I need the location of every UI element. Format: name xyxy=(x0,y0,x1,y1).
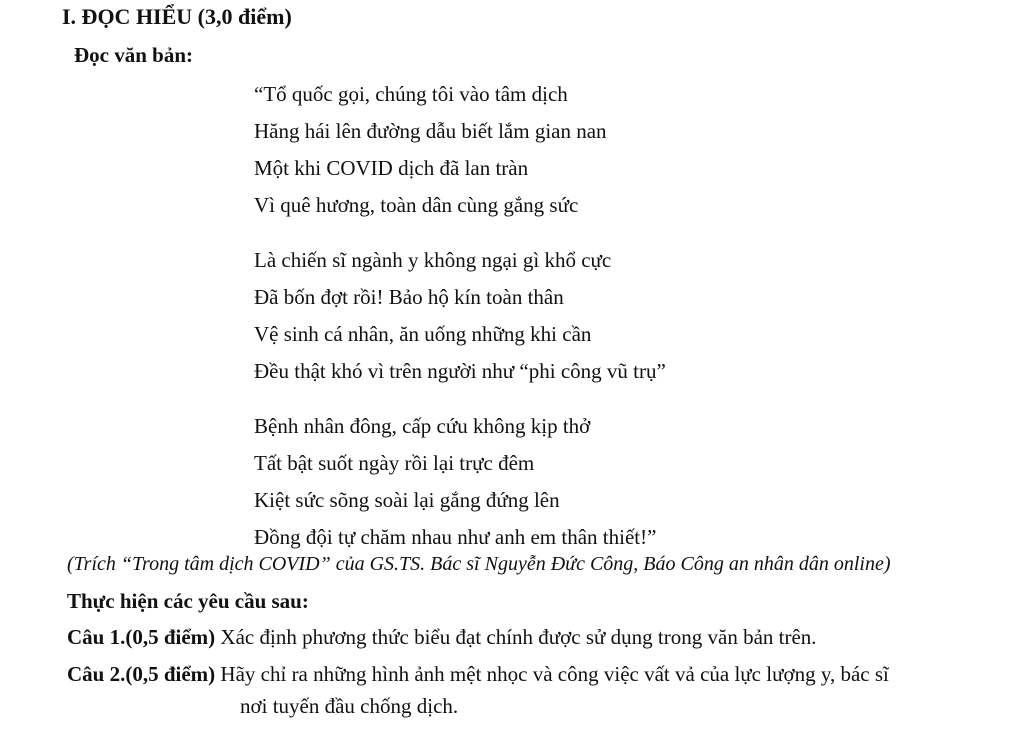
poem-line: Tất bật suốt ngày rồi lại trực đêm xyxy=(254,451,535,475)
poem-line: Hăng hái lên đường dẫu biết lắm gian nan xyxy=(254,119,607,143)
question-1 xyxy=(67,625,817,650)
question-2-label: Câu 2.(0,5 điểm) xyxy=(67,662,216,686)
poem-line: Đồng đội tự chăm nhau như anh em thân thiết!” xyxy=(254,525,657,549)
poem-line: Đều thật khó vì trên người như “phi công vũ trụ” xyxy=(254,359,666,383)
poem-line: Kiệt sức sõng soài lại gắng đứng lên xyxy=(254,488,560,512)
poem-line: “Tổ quốc gọi, chúng tôi vào tâm dịch xyxy=(254,82,568,106)
question-2 xyxy=(67,662,889,687)
poem-stanza-3 xyxy=(254,408,954,556)
poem-line: Vì quê hương, toàn dân cùng gắng sức xyxy=(254,193,579,217)
poem-line: Bệnh nhân đông, cấp cứu không kịp thở xyxy=(254,414,591,438)
poem-line: Đã bốn đợt rồi! Bảo hộ kín toàn thân xyxy=(254,285,564,309)
question-1-label: Câu 1.(0,5 điểm) xyxy=(67,625,216,649)
poem-stanza-1 xyxy=(254,76,954,224)
question-1-text: Xác định phương thức biểu đạt chính được sử dụng trong văn bản trên. xyxy=(215,625,817,649)
section-heading: I. ĐỌC HIỂU (3,0 điểm) xyxy=(62,4,292,29)
poem-line: Vệ sinh cá nhân, ăn uống những khi cần xyxy=(254,322,592,346)
poem-stanza-2 xyxy=(254,242,954,390)
poem-line: Là chiến sĩ ngành y không ngại gì khổ cực xyxy=(254,248,612,272)
source-citation: (Trích “Trong tâm dịch COVID” của GS.TS. Bác sĩ Nguyễn Đức Công, Báo Công an nhân dân online) xyxy=(67,553,891,575)
question-2-text-continued: nơi tuyến đầu chống dịch. xyxy=(240,694,459,718)
read-text-instruction: Đọc văn bản: xyxy=(74,43,194,67)
poem-line: Một khi COVID dịch đã lan tràn xyxy=(254,156,529,180)
poem xyxy=(254,76,954,574)
tasks-heading: Thực hiện các yêu cầu sau: xyxy=(67,589,309,613)
question-2-text: Hãy chỉ ra những hình ảnh mệt nhọc và công việc vất vả của lực lượng y, bác sĩ xyxy=(215,662,889,686)
